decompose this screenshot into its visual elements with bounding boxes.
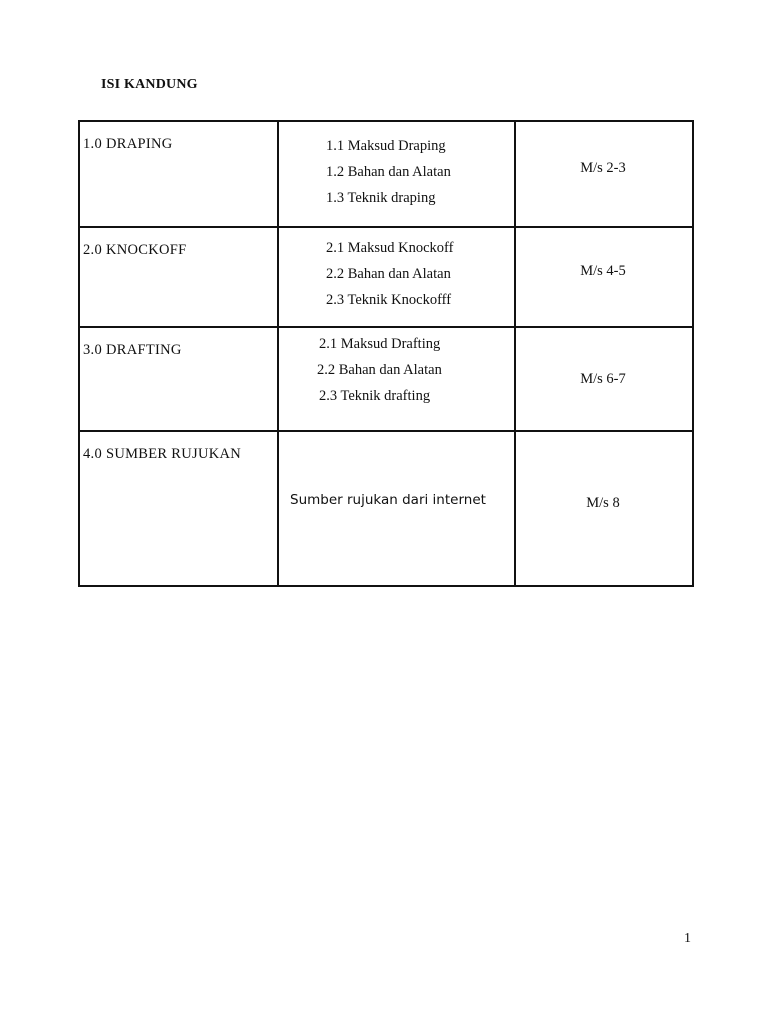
page-range-text: M/s 6-7 [580,370,626,387]
subsection-list [279,228,514,313]
page-number: 1 [684,931,691,946]
page-range [515,431,693,586]
document-title: ISI KANDUNG [101,77,198,92]
table-row [79,327,693,431]
page-range [515,327,693,431]
reference-note: Sumber rujukan dari internet [290,491,486,508]
table-of-contents [78,120,694,587]
subsection-item: 2.3 Teknik Knockofff [326,292,452,308]
subsection-item: 2.1 Maksud Knockoff [326,240,454,256]
subsection-item: 2.2 Bahan dan Alatan [317,362,442,378]
subsection-item: 2.1 Maksud Drafting [319,336,441,352]
subsection-list-cell [278,327,515,431]
subsection-list-cell [278,121,515,227]
subsection-item: 2.3 Teknik drafting [319,388,431,404]
page-range-text: M/s 8 [586,495,620,511]
reference-note-cell [278,431,515,586]
section-heading: 2.0 KNOCKOFF [79,227,278,327]
subsection-list [279,328,514,409]
section-heading: 3.0 DRAFTING [79,327,278,431]
section-heading: 4.0 SUMBER RUJUKAN [79,431,278,586]
table-row [79,431,693,586]
subsection-item: 2.2 Bahan dan Alatan [326,266,451,282]
subsection-item: 1.1 Maksud Draping [326,138,446,154]
table-row [79,121,693,227]
page-range-text: M/s 4-5 [580,262,626,279]
subsection-list [279,122,514,211]
subsection-item: 1.3 Teknik draping [326,190,436,206]
section-heading: 1.0 DRAPING [79,121,278,227]
subsection-item: 1.2 Bahan dan Alatan [326,164,451,180]
page-range [515,227,693,327]
page-range [515,121,693,227]
page-range-text: M/s 2-3 [580,159,626,176]
table-row [79,227,693,327]
subsection-list-cell [278,227,515,327]
